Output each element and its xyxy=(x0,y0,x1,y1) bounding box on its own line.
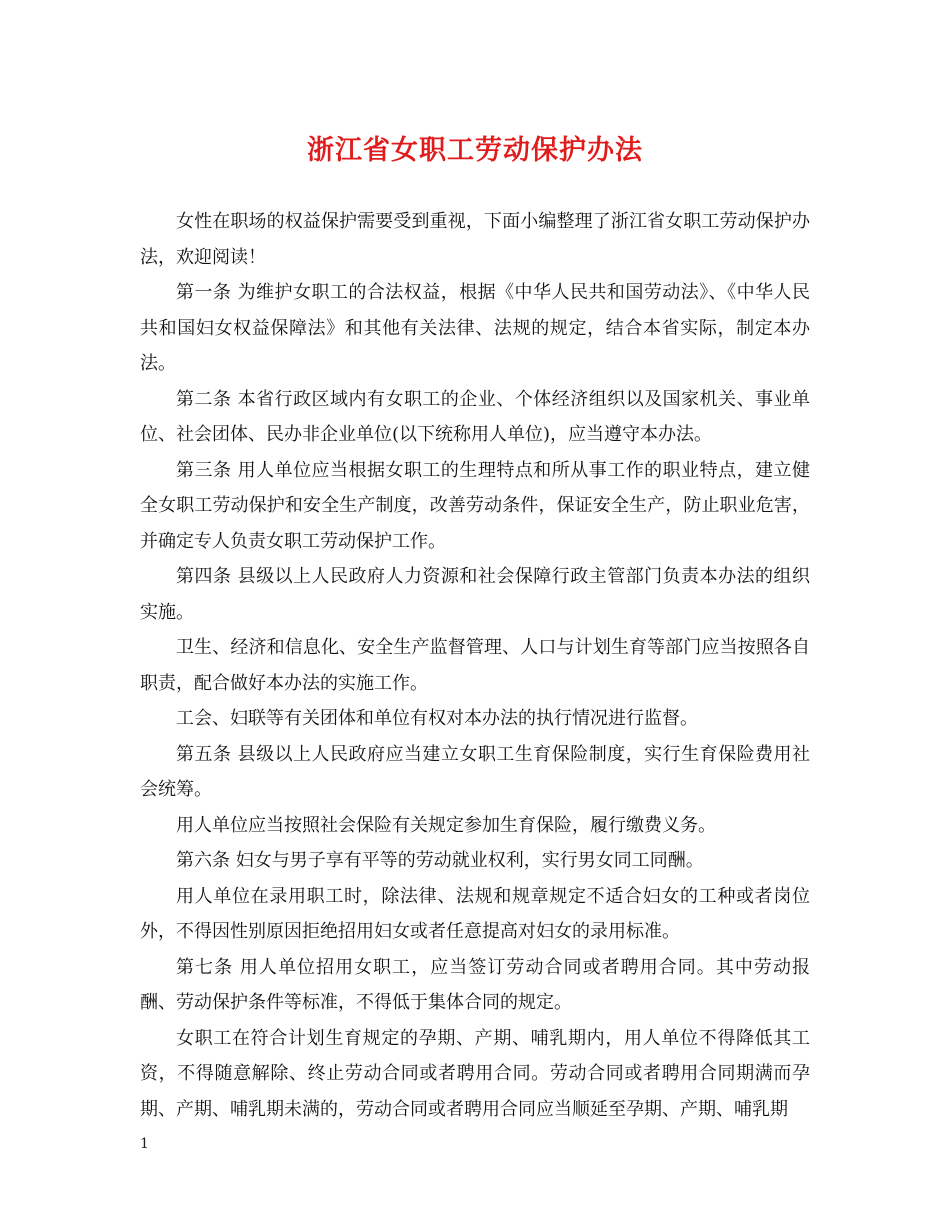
paragraph-intro: 女性在职场的权益保护需要受到重视，下面小编整理了浙江省女职工劳动保护办法，欢迎阅读！ xyxy=(140,211,810,268)
paragraph-article-2: 第二条 本省行政区域内有女职工的企业、个体经济组织以及国家机关、事业单位、社会团体、民办非企业单位(以下统称用人单位)，应当遵守本办法。 xyxy=(140,388,810,445)
paragraph-article-6-clause-2: 用人单位在录用职工时，除法律、法规和规章规定不适合妇女的工种或者岗位外，不得因性别原因拒绝招用妇女或者任意提高对妇女的录用标准。 xyxy=(140,885,810,942)
document-title: 浙江省女职工劳动保护办法 xyxy=(307,135,643,166)
paragraph-article-4: 第四条 县级以上人民政府人力资源和社会保障行政主管部门负责本办法的组织实施。 xyxy=(140,566,810,623)
paragraph-article-5: 第五条 县级以上人民政府应当建立女职工生育保险制度，实行生育保险费用社会统筹。 xyxy=(140,743,810,800)
document-body xyxy=(140,204,810,1127)
page-number: 1 xyxy=(140,1136,149,1152)
paragraph-article-5-clause-2: 用人单位应当按照社会保险有关规定参加生育保险，履行缴费义务。 xyxy=(176,814,716,836)
paragraph-article-6: 第六条 妇女与男子享有平等的劳动就业权利，实行男女同工同酬。 xyxy=(176,850,704,871)
paragraph-article-3: 第三条 用人单位应当根据女职工的生理特点和所从事工作的职业特点，建立健全女职工劳动保护和安全生产制度，改善劳动条件，保证安全生产，防止职业危害，并确定专人负责女职工劳动保护工作。 xyxy=(140,459,810,552)
paragraph-article-4-clause-2: 卫生、经济和信息化、安全生产监督管理、人口与计划生育等部门应当按照各自职责，配合做好本办法的实施工作。 xyxy=(140,637,810,694)
paragraph-article-1: 第一条 为维护女职工的合法权益，根据《中华人民共和国劳动法》、《中华人民共和国妇女权益保障法》和其他有关法律、法规的规定，结合本省实际，制定本办法。 xyxy=(140,282,810,374)
paragraph-article-4-clause-3: 工会、妇联等有关团体和单位有权对本办法的执行情况进行监督。 xyxy=(176,708,698,729)
paragraph-article-7-clause-2: 女职工在符合计划生育规定的孕期、产期、哺乳期内，用人单位不得降低其工资，不得随意解除、终止劳动合同或者聘用合同。劳动合同或者聘用合同期满而孕期、产期、哺乳期未满的，劳动合同或者聘用合同应当顺延至孕期、产期、哺乳期 xyxy=(140,1027,810,1120)
paragraph-article-7: 第七条 用人单位招用女职工，应当签订劳动合同或者聘用合同。其中劳动报酬、劳动保护条件等标准，不得低于集体合同的规定。 xyxy=(140,956,810,1013)
